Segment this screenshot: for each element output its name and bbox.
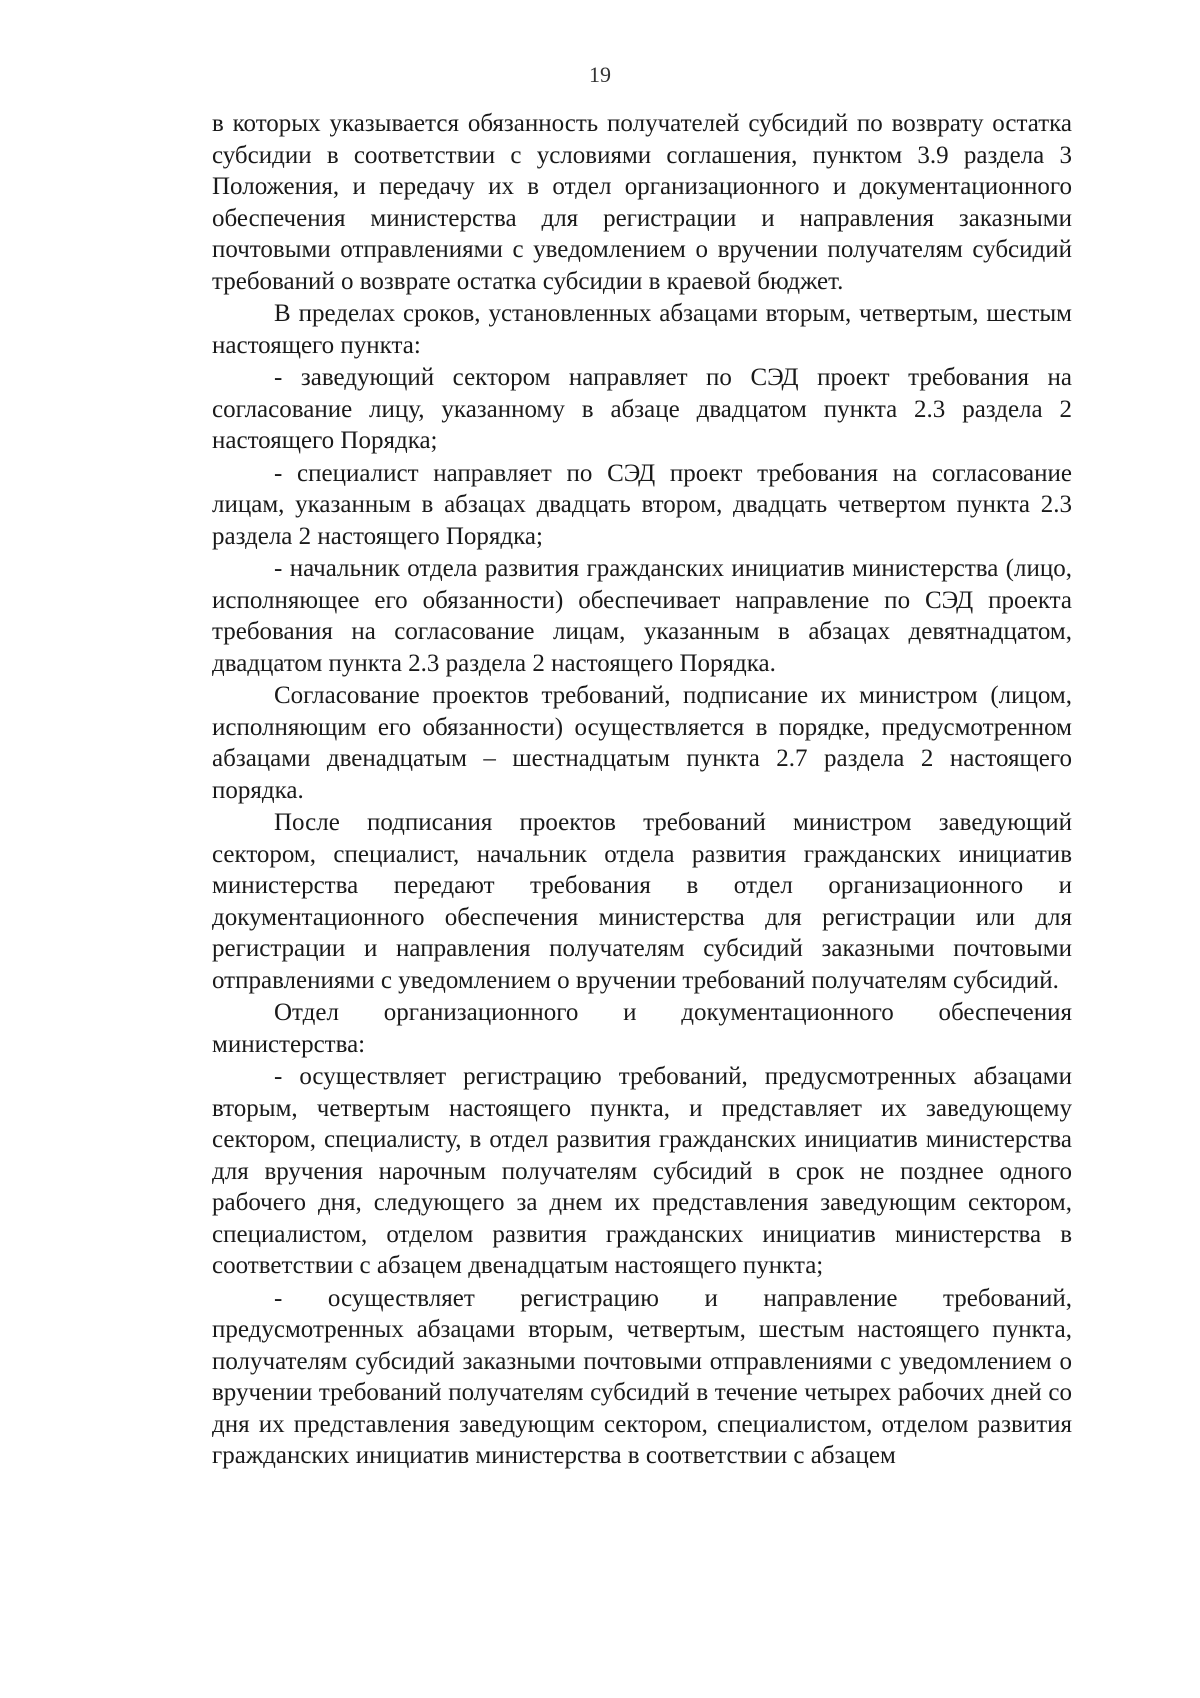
paragraph: Согласование проектов требований, подписание их министром (лицом, исполняющим его обязанности) осуществляется в порядке, предусмотренном абзацами двенадцатым – шестнадцатым пункта 2.7 раздела 2 настоящего порядка. (212, 682, 1072, 804)
list-item: - специалист направляет по СЭД проект требования на согласование лицам, указанным в абзацах двадцать втором, двадцать четвертом пункта 2.3 раздела 2 настоящего Порядка; (212, 459, 1072, 550)
list-item: - осуществляет регистрацию и направление требований, предусмотренных абзацами вторым, четвертым, шестым настоящего пункта, получателям субсидий заказными почтовыми отправлениями с уведомлением о вручении требований получателям субсидий в течение четырех рабочих дней со дня их представления заведующим сектором, специалистом, отделом развития гражданских инициатив министерства в соответствии с абзацем (212, 1284, 1072, 1469)
paragraph: Отдел организационного и документационного обеспечения министерства: (212, 999, 1072, 1058)
paragraph: После подписания проектов требований министром заведующий сектором, специалист, начальник отдела развития гражданских инициатив министерства передают требования в отдел организационного и документационного обеспечения министерства для регистрации или для регистрации и направления получателям субсидий заказными почтовыми отправлениями с уведомлением о вручении требований получателям субсидий. (212, 809, 1072, 994)
paragraph: В пределах сроков, установленных абзацами вторым, четвертым, шестым настоящего пункта: (212, 300, 1072, 359)
list-item: - осуществляет регистрацию требований, предусмотренных абзацами вторым, четвертым настоящего пункта, и представляет их заведующему сектором, специалисту, в отдел развития гражданских инициатив министерства для вручения нарочным получателям субсидий в срок не позднее одного рабочего дня, следующего за днем их представления заведующим сектором, специалистом, отделом развития гражданских инициатив министерства в соответствии с абзацем двенадцатым настоящего пункта; (212, 1063, 1072, 1279)
list-item: - заведующий сектором направляет по СЭД проект требования на согласование лицу, указанному в абзаце двадцатом пункта 2.3 раздела 2 настоящего Порядка; (212, 364, 1072, 454)
page-number: 19 (589, 62, 611, 87)
paragraph: в которых указывается обязанность получателей субсидий по возврату остатка субсидии в соответствии с условиями соглашения, пунктом 3.9 раздела 3 Положения, и передачу их в отдел организационного и документационного обеспечения министерства для регистрации и направления заказными почтовыми отправлениями с уведомлением о вручении получателям субсидий требований о возврате остатка субсидии в краевой бюджет. (212, 110, 1072, 295)
document-body (212, 108, 1072, 1472)
list-item: - начальник отдела развития гражданских инициатив министерства (лицо, исполняющее его обязанности) обеспечивает направление по СЭД проекта требования на согласование лицам, указанным в абзацах девятнадцатом, двадцатом пункта 2.3 раздела 2 настоящего Порядка. (212, 555, 1072, 677)
